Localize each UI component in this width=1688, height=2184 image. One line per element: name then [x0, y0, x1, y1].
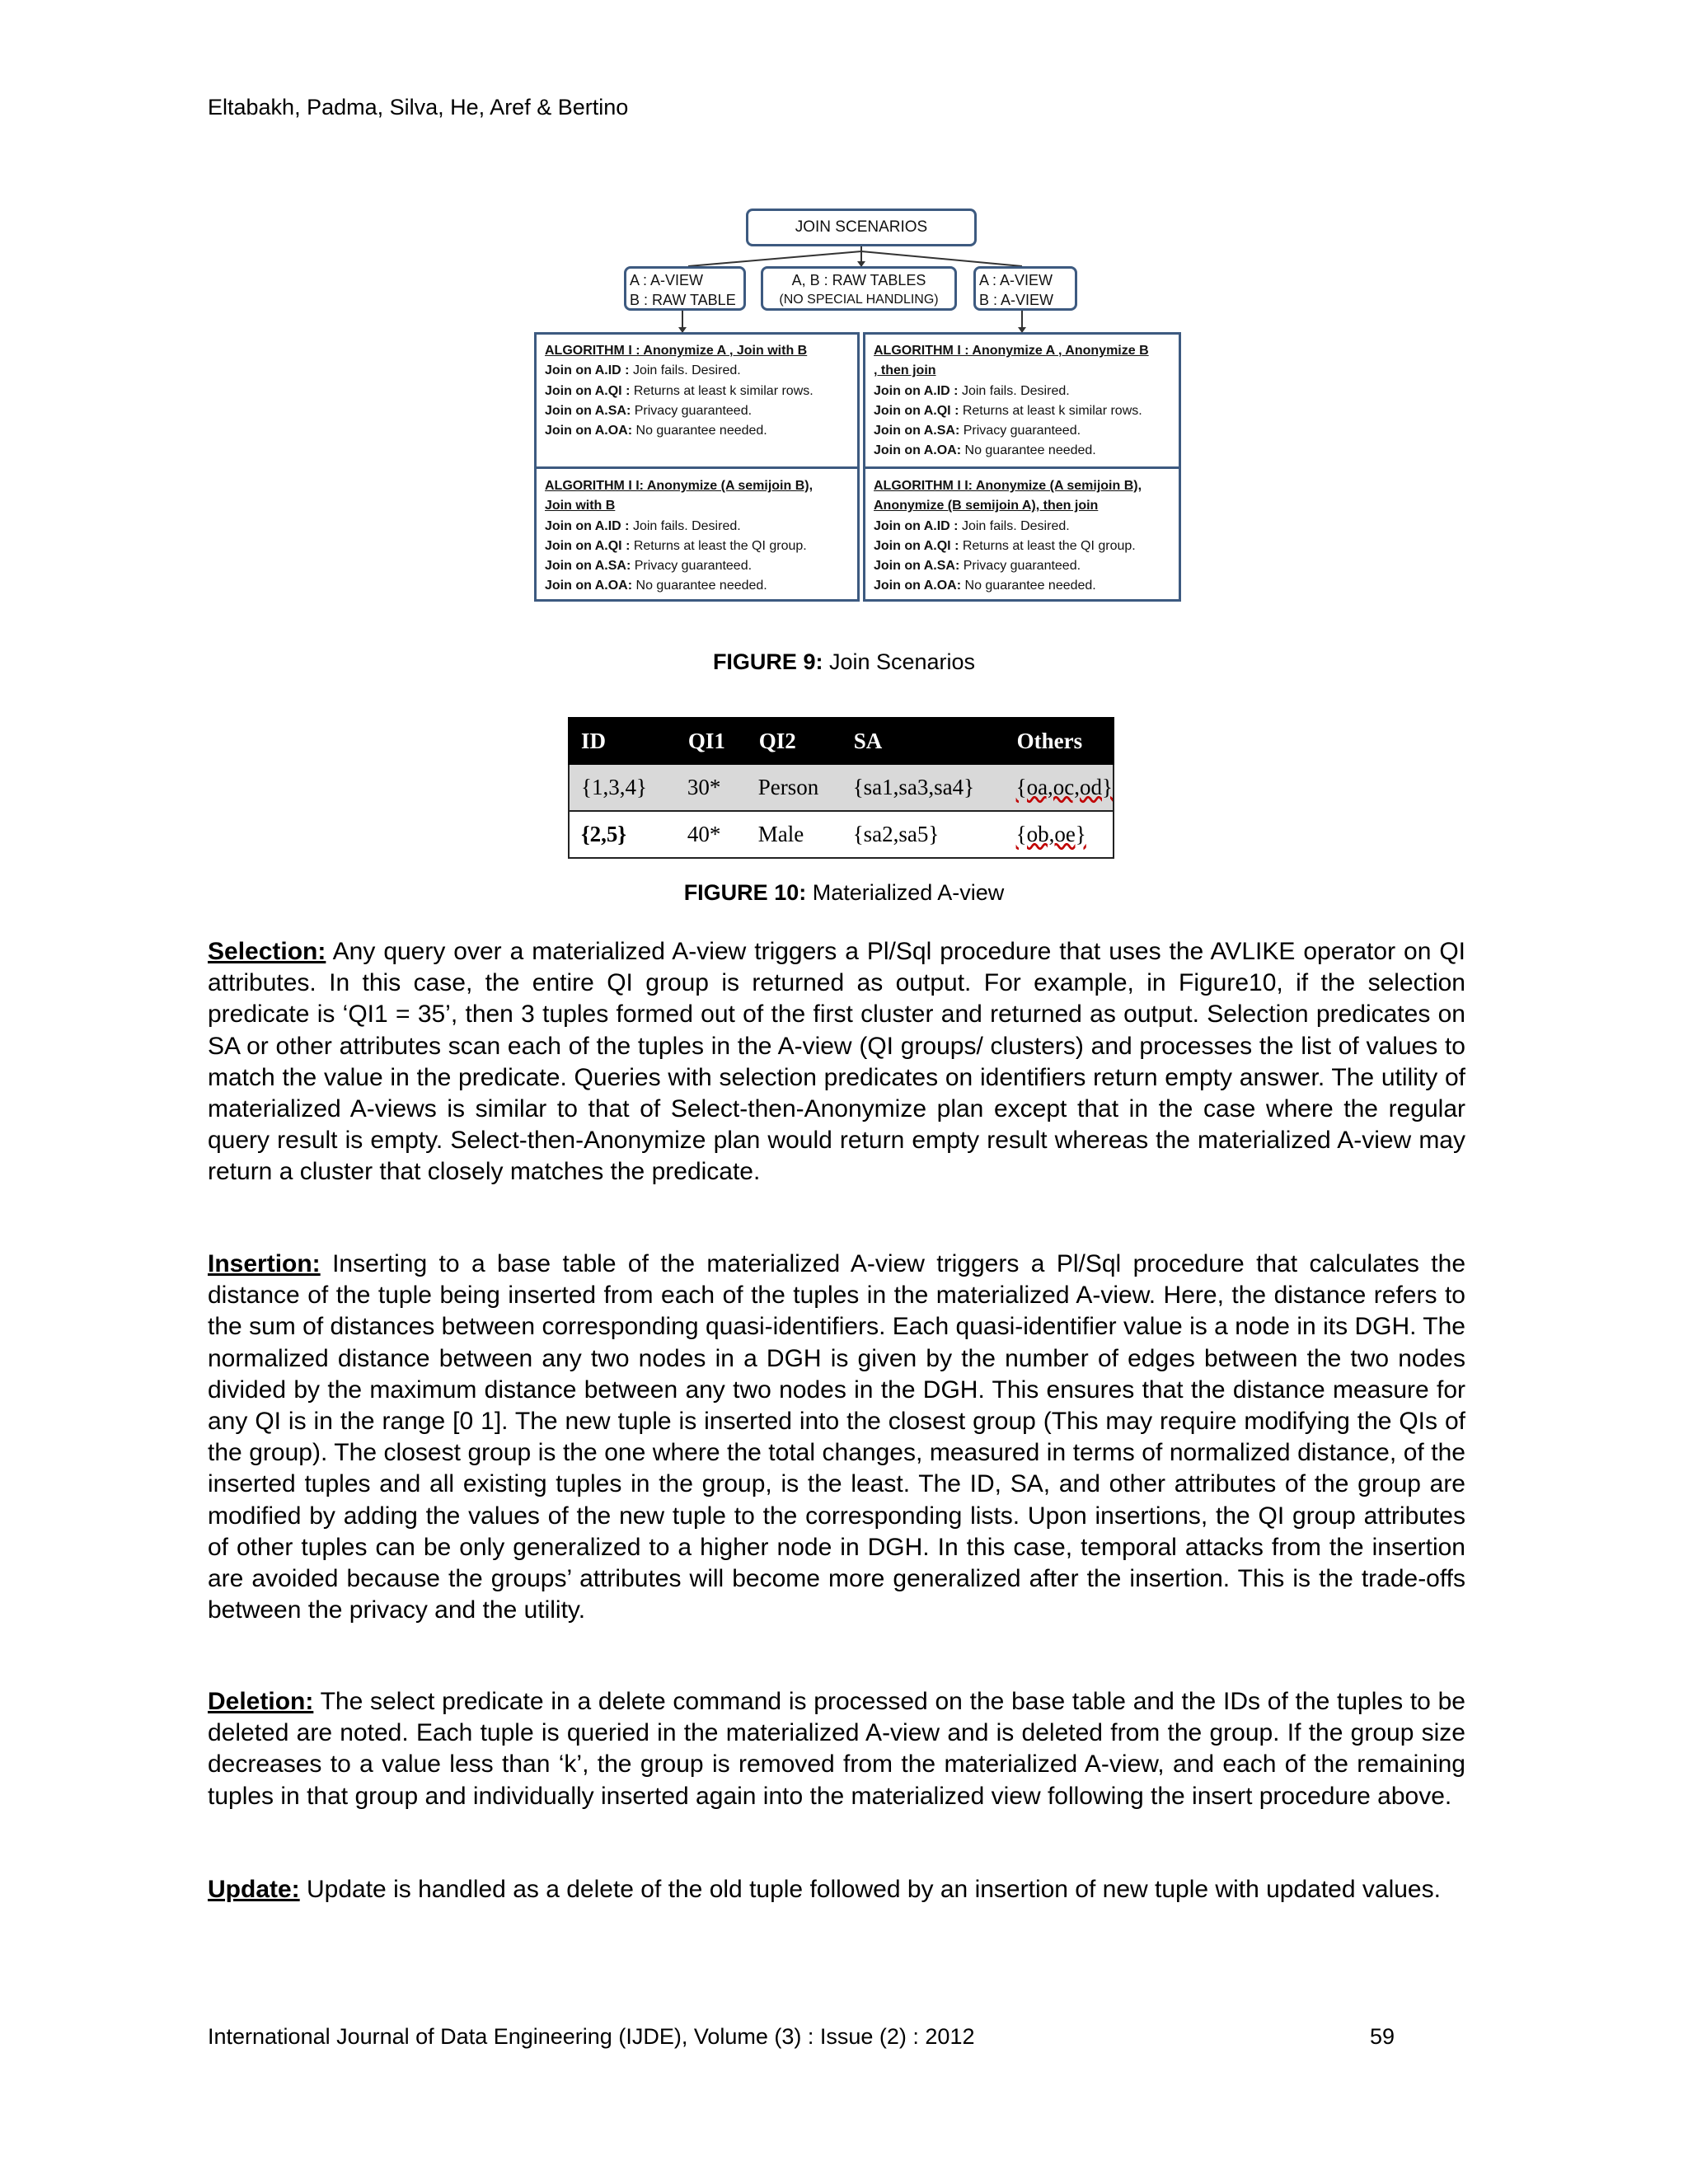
figure10-caption: FIGURE 10: Materialized A-view: [683, 880, 1005, 905]
table-row: [569, 764, 1114, 811]
figure9-caption: FIGURE 9: Join Scenarios: [712, 649, 976, 674]
right-algorithm-2: ALGORITHM I I: Anonymize (A semijoin B), Anonymize (B semijoin A), then join Join on A.ID : Join fails. Desired. Join on A.QI : Returns at least the QI group. Join on A.SA: Privacy guaranteed. Join on A.OA: No guarantee needed.: [874, 479, 1142, 593]
table-cell: Person: [747, 764, 842, 811]
column-header: Others: [1005, 718, 1114, 764]
left-algorithm-1: ALGORITHM I : Anonymize A , Join with B Join on A.ID : Join fails. Desired. Join on A.QI : Returns at least k similar rows. Join on A.SA: Privacy guaranteed. Join on A.OA: No guarantee needed.: [545, 344, 814, 438]
paragraph-update: Update: Update is handled as a delete of the old tuple followed by an insertion of new tuple with updated values.: [208, 1876, 1441, 1903]
table-cell: Male: [747, 811, 842, 858]
scenario-aview-aview: A : A-VIEW B : A-VIEW: [973, 266, 1077, 311]
table-cell: 40*: [676, 811, 747, 858]
paragraph-insertion: Insertion: Inserting to a base table of the materialized A-view triggers a Pl/Sql procedure that calculates the distance of the tuple being inserted from each of the tuples in the materialized A-view. Here, the distance refers to the sum of distances between corresponding quasi-identifiers. Each quasi-identifier value is a node in its DGH. The normalized distance between any two nodes in a DGH is given by the number of edges between the two nodes divided by the maximum distance between any two nodes in the DGH. This ensures that the distance measure for any QI is in the range [0 1]. The new tuple is inserted into the closest group (This may require modifying the QIs of the group). The closest group is the one where the total changes, measured in terms of normalized distance, of the inserted tuples and all existing tuples in the group, is the least. The ID, SA, and other attributes of the group are modified by adding the values of the new tuple to the corresponding lists. Upon insertions, the QI group attributes of other tuples can be only generalized to a higher node in DGH. In this case, temporal attacks from the insertion are avoided because the groups’ attributes will become more generalized after the insertion. This is the trade-offs between the privacy and the utility.: [208, 1250, 1465, 1624]
panel-divider: [537, 466, 857, 469]
table-cell: 30*: [676, 764, 747, 811]
column-header: QI2: [747, 718, 842, 764]
footer-journal: International Journal of Data Engineering (IJDE), Volume (3) : Issue (2) : 2012: [208, 2024, 975, 2049]
table-cell: {1,3,4}: [569, 764, 676, 811]
scenario-raw-tables: A, B : RAW TABLES (NO SPECIAL HANDLING): [761, 266, 957, 311]
right-algorithm-1: ALGORITHM I : Anonymize A , Anonymize B , then join Join on A.ID : Join fails. Desired. Join on A.QI : Returns at least k similar rows. Join on A.SA: Privacy guaranteed. Join on A.OA: No guarantee needed.: [874, 344, 1149, 458]
scenario-aview-rawtable: A : A-VIEW B : RAW TABLE: [624, 266, 746, 311]
column-header: ID: [569, 718, 676, 764]
panel-divider: [865, 466, 1179, 469]
materialized-aview-table: [568, 717, 1114, 859]
table-cell: {sa1,sa3,sa4}: [842, 764, 1005, 811]
page-number: 59: [1370, 2024, 1395, 2049]
table-cell: {sa2,sa5}: [842, 811, 1005, 858]
column-header: QI1: [676, 718, 747, 764]
table-cell: {oa,oc,od}: [1005, 764, 1114, 811]
paragraph-deletion: Deletion: The select predicate in a delete command is processed on the base table and the IDs of the tuples to be deleted are noted. Each tuple is queried in the materialized A-view and is deleted from the group. If the group size decreases to a value less than ‘k’, the group is removed from the materialized A-view, and each of the remaining tuples in that group and individually inserted again into the materialized view following the insert procedure above.: [208, 1688, 1465, 1810]
join-scenarios-root: JOIN SCENARIOS: [746, 209, 977, 246]
algorithms-left-panel: [534, 332, 860, 602]
algorithms-right-panel: [863, 332, 1181, 602]
column-header: SA: [842, 718, 1005, 764]
table-cell: {ob,oe}: [1005, 811, 1114, 858]
table-row: [569, 811, 1114, 858]
table-header-row: [569, 718, 1114, 764]
table-cell: {2,5}: [569, 811, 676, 858]
running-header: Eltabakh, Padma, Silva, He, Aref & Bertino: [208, 95, 629, 120]
left-algorithm-2: ALGORITHM I I: Anonymize (A semijoin B), Join with B Join on A.ID : Join fails. Desired. Join on A.QI : Returns at least the QI group. Join on A.SA: Privacy guaranteed. Join on A.OA: No guarantee needed.: [545, 479, 814, 593]
paragraph-selection: Selection: Any query over a materialized A-view triggers a Pl/Sql procedure that uses the AVLIKE operator on QI attributes. In this case, the entire QI group is returned as output. For example, in Figure10, if the selection predicate is ‘QI1 = 35’, then 3 tuples formed out of the first cluster and returned as output. Selection predicates on SA or other attributes scan each of the tuples in the A-view (QI groups/ clusters) and processes the list of values to match the value in the predicate. Queries with selection predicates on identifiers return empty answer. The utility of materialized A-views is similar to that of Select-then-Anonymize plan except that in the case where the regular query result is empty. Select-then-Anonymize plan would return empty result whereas the materialized A-view may return a cluster that closely matches the predicate.: [208, 938, 1465, 1186]
